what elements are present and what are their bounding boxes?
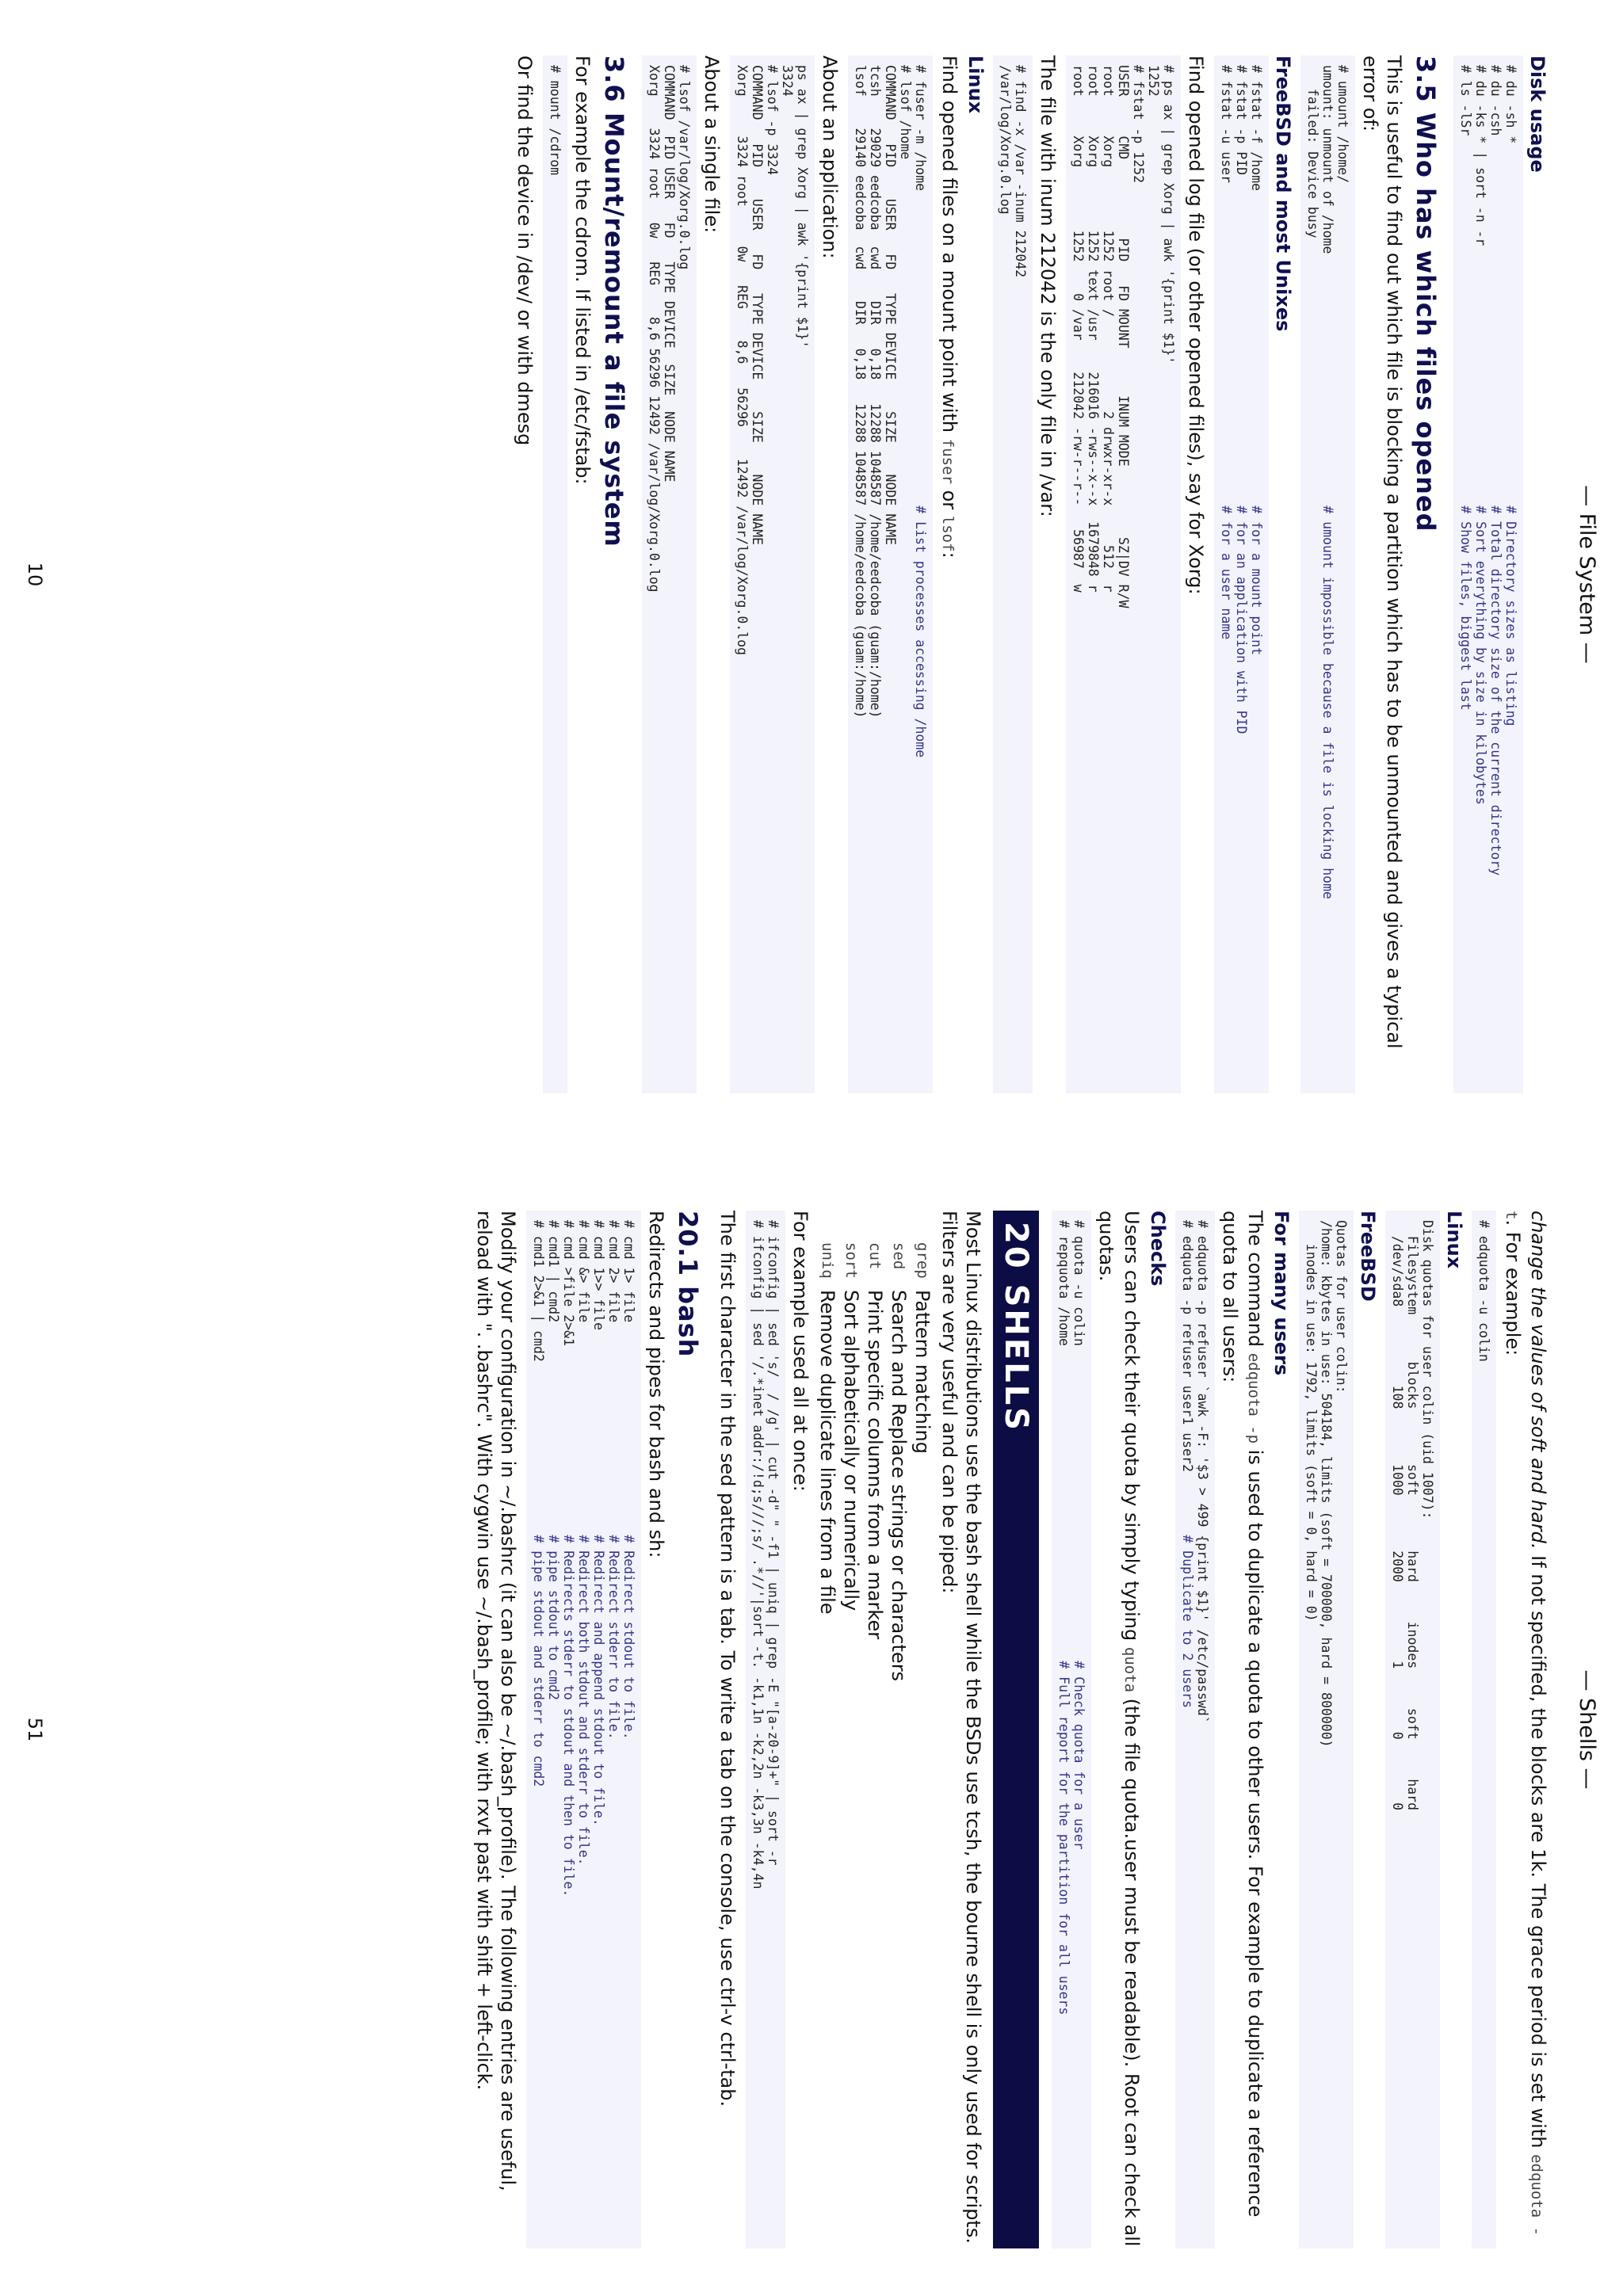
paragraph [1094,1211,1144,2248]
code-block [1175,1211,1215,2248]
filter-term: sed [890,1242,907,1270]
page-number: 10 [24,562,46,587]
code-comment: # Check quota for a user [1071,1661,1086,1850]
code-command: # quota -u colin [1071,1220,1086,1661]
code-comment: # Total directory size of the current directory [1488,505,1503,876]
code-command: COMMAND PID USER FD TYPE DEVICE SIZE NODE NAME [883,65,898,545]
code-line [561,1220,576,2239]
code-comment: # List processes accessing /home [913,505,928,758]
heading-bash: 20.1 bash [673,1211,703,1358]
heading-freebsd: FreeBSD [1357,1211,1379,1302]
filter-term: sort [842,1242,860,1279]
code-line: # find -x /var -inum 212042 [1013,65,1028,278]
filter-description: Print specific columns from a marker [864,1290,886,1640]
text-run: Find opened files on a mount point with [938,55,960,439]
text-run: (the file quota.user must be readable). Root can check all quotas. [1095,1211,1143,2247]
paragraph: For example the cdrom. If listed in /etc/fstab: [571,55,594,485]
code-comment: # Redirect stderr to file. [606,1535,621,1740]
code-comment: # for a mount point [1249,505,1264,656]
text-run: . For example: [1502,1219,1524,1356]
text-run: If not specified, the blocks are 1k. The grace period is set with [1527,1549,1549,2155]
code-line: # lsof /var/log/Xorg.0.log [677,65,692,270]
code-line [868,65,883,1084]
code-block [1472,1211,1496,2248]
code-line: USER CMD PID FD MOUNT INUM MODE SZ|DV R/W [1116,65,1131,608]
code-command: # cmd 1> file [621,1220,636,1535]
code-command: # du -sh * [1503,65,1518,506]
paragraph: Find opened log file (or other opened files), say for Xorg: [1185,55,1207,595]
code-line [1219,65,1234,1084]
code-line: # edquota -u colin [1476,1220,1491,1362]
code-block [1052,1211,1091,2248]
code-line: Filesystem blocks soft hard inodes soft hard [1405,1220,1420,1811]
filter-description: Pattern matching [911,1290,934,1454]
code-comment: # Sort everything by size in kilobytes [1473,505,1488,805]
heading-disk-usage: Disk usage [1526,55,1549,173]
code-line [1335,65,1350,1084]
code-command: # ls -lSr [1458,65,1473,506]
paragraph: Modify your configuration in ~/.bashrc (it can also be ~/.bash_profile). The following entries are useful, reload with ". .bashrc". With cygwin use ~/.bash_profile; with rxvt past with shift + left-click. [473,1211,519,2191]
text-run: : [938,551,960,559]
code-block [526,1211,641,2248]
text-run: or [938,483,960,516]
code-line [1503,65,1518,1084]
code-line: # ifconfig | sed 's/ / /g' | cut -d" " -f1 | uniq | grep -E "[a-z0-9]+" | sort -r [766,1220,781,1866]
paragraph: The file with inum 212042 is the only file in /var: [1037,55,1059,517]
code-line [1056,1220,1071,2239]
code-line: # lsof -p 3324 [765,65,780,176]
code-command: # du -csh [1488,65,1503,506]
code-line: Disk quotas for user colin (uid 1007): [1420,1220,1435,1520]
code-line [913,65,928,1084]
emphasis: change the values of soft and hard. [1527,1211,1549,1550]
code-block [1300,55,1355,1093]
code-line [883,65,898,1084]
code-block [993,55,1033,1093]
code-line: COMMAND PID USER FD TYPE DEVICE SIZE NODE NAME [662,65,677,482]
filter-item [887,1242,911,2248]
filter-term: grep [914,1242,931,1279]
code-line [1305,65,1320,1084]
code-line: root Xorg 1252 0 /var 212042 -rw-r--r-- 56987 w [1071,65,1086,593]
code-line [1180,1220,1195,2239]
code-line [853,65,868,1084]
code-command: # cmd1 2>&1 | cmd2 [531,1220,546,1535]
code-command: # cmd >file 2>&1 [561,1220,576,1535]
code-line: Xorg 3324 root 0w REG 8,6 56296 12492 /var/log/Xorg.0.log [735,65,750,656]
code-command: # fstat -u user [1219,65,1234,506]
paragraph: For example used all at once: [789,1211,812,1492]
right-page [0,1211,1623,2248]
code-line: # ifconfig | sed '/.*inet addr:/!d;s///;s/ .*//'|sort -t. -k1,1n -k2,2n -k3,3n -k4,4n [750,1220,766,1890]
code-comment: # pipe stdout to cmd2 [546,1535,561,1700]
paragraph [1218,1211,1267,2248]
heading-who-has-files: 3.5 Who has which files opened [1411,55,1441,532]
code-line: /var/log/Xorg.0.log [998,65,1013,215]
code-line: 3324 [780,65,795,97]
code-line: # mount /cdrom [548,65,563,176]
code-line [1249,65,1264,1084]
code-block [1214,55,1269,1093]
code-line [898,65,913,1084]
code-line: # ps ax | grep Xorg | awk '{print $1}' [1161,65,1176,364]
inline-code: fuser [939,438,957,484]
code-block [730,55,815,1093]
paragraph: Redirects and pipes for bash and sh: [645,1211,667,1558]
code-comment: # Redirects stderr to stdout and then to file. [561,1535,576,1897]
code-line [1234,65,1249,1084]
code-line [546,1220,561,2239]
paragraph: About a single file: [701,55,723,234]
inline-code: edquota -p [1245,1352,1262,1444]
code-line [1458,65,1473,1084]
code-line [1071,1220,1086,2239]
heading-linux: Linux [964,55,987,114]
code-comment: # Redirect both stdout and stderr to file. [576,1535,591,1866]
code-line: # fstat -p 1252 [1131,65,1146,184]
code-command: # cmd1 | cmd2 [546,1220,561,1535]
code-line [591,1220,606,2239]
heading-freebsd: FreeBSD and most Unixes [1272,55,1294,332]
code-line [621,1220,636,2239]
filter-description: Search and Replace strings or characters [888,1290,910,1682]
code-line [1320,65,1335,1084]
code-line: ps ax | grep Xorg | awk '{print $1}' [795,65,810,349]
code-line [1488,65,1503,1084]
code-block [1299,1211,1354,2248]
code-line [1473,65,1488,1084]
filter-item [839,1242,863,2248]
code-command: failed: Device busy [1305,65,1320,238]
paragraph: This is useful to find out which file is blocking a partition which has to be unmounted and gives a typical error of: [1359,55,1405,1049]
code-command: umount: unmount of /home [1320,65,1335,506]
text-run: The command [1244,1211,1266,1353]
text-run: Users can check their quota by simply typing [1121,1211,1143,1647]
code-comment: # pipe stdout and stderr to cmd2 [531,1535,546,1787]
code-block [1453,55,1523,1093]
code-command: # edquota -p refuser user1 user2 [1180,1220,1195,1535]
inline-code: edquota -t [1503,1211,1545,2237]
paragraph: About an application: [819,55,841,259]
heading-linux: Linux [1443,1211,1465,1269]
code-line [531,1220,546,2239]
code-line: root Xorg 1252 root / 2 drwxr-xr-x 512 r [1101,65,1116,593]
page-number: 51 [24,1717,46,1742]
code-comment: # umount impossible because a file is locking home [1320,505,1335,899]
code-comment: # Show files, biggest last [1458,505,1473,711]
code-line: /dev/sda8 108 1000 2000 1 0 0 [1390,1220,1405,1811]
paragraph: The first character in the sed pattern is a tab. To write a tab on the console, use ctrl-v ctrl-tab. [716,1211,739,2107]
code-comment: # Redirect stdout to file. [621,1535,636,1740]
paragraph [1499,1211,1550,2248]
code-line: Xorg 3324 root 0w REG 8,6 56296 12492 /var/log/Xorg.0.log [647,65,662,593]
code-block [543,55,567,1093]
code-command: # cmd 1>> file [591,1220,606,1535]
code-block [642,55,697,1093]
code-block [1066,55,1181,1093]
heading-checks: Checks [1147,1211,1169,1287]
filter-item [815,1242,839,2248]
code-command: # du -ks * | sort -n -r [1473,65,1488,506]
code-line: /home: kbytes in use: 504184, limits (soft = 700000, hard = 800000) [1319,1220,1334,1748]
code-comment: # Duplicate to 2 users [1180,1535,1195,1708]
filter-term: uniq [819,1242,836,1279]
code-command: # fuser -m /home [913,65,928,506]
inline-code: quota [1121,1646,1139,1693]
filter-term: cut [866,1242,884,1270]
paragraph [936,55,961,1093]
heading-many-users: For many users [1270,1211,1293,1376]
code-command: # fstat -p PID [1234,65,1249,506]
code-command: tcsh 29029 eedcoba cwd DIR 0,18 12288 1048587 /home/eedcoba (guam:/home) [868,65,883,719]
code-command: # cmd &> file [576,1220,591,1535]
code-line [606,1220,621,2239]
code-line: Quotas for user colin: [1334,1220,1349,1394]
code-line [576,1220,591,2239]
chapter-heading-shells: 20 SHELLS [993,1211,1039,2248]
code-command: # umount /home/ [1335,65,1350,184]
code-comment: # Redirect and append stdout to file. [591,1535,606,1826]
inline-code: lsof [939,515,957,552]
code-command: # repquota /home [1056,1220,1071,1661]
code-block [746,1211,785,2248]
code-command: # cmd 2> file [606,1220,621,1535]
filter-description: Remove duplicate lines from a file [816,1290,838,1615]
code-command: # fstat -f /home [1249,65,1264,506]
filter-description: Sort alphabetically or numerically [840,1290,862,1611]
code-comment: # Full report for the partition for all users [1056,1661,1071,2016]
paragraph: Most Linux distributions use the bash shell while the BSDs use tcsh, the bourne shell is only used for scripts. Filters are very useful and can be piped: [938,1211,984,2244]
filter-item [863,1242,887,2248]
code-block [848,55,933,1093]
page-header: — File System — [1575,485,1599,664]
code-line: 1252 [1146,65,1161,97]
left-page [0,55,1623,1093]
paragraph: Or find the device in /dev/ or with dmesg [514,55,536,446]
page-header: — Shells — [1575,1669,1599,1790]
code-comment: # for a user name [1219,505,1234,640]
code-command: lsof 29140 eedcoba cwd DIR 0,18 12288 1048587 /home/eedcoba (guam:/home) [853,65,868,719]
code-line [1195,1220,1210,2239]
code-line: inodes in use: 1792, limits (soft = 0, hard = 0) [1304,1220,1319,1622]
code-command: # edquota -p refuser `awk -F: '$3 > 499 {print $1}' /etc/passwd` [1195,1220,1210,1724]
code-block [1385,1211,1440,2248]
text-run: is used to duplicate a quota to other users. For example to duplicate a reference quota to all users: [1219,1211,1266,2218]
code-command: # lsof /home [898,65,913,160]
code-line: root Xorg 1252 text /usr 216016 -rws--x--x 1679848 r [1086,65,1101,593]
heading-mount: 3.6 Mount/remount a file system [599,55,629,547]
filter-item [911,1242,934,2248]
filter-list [815,1242,934,2248]
code-line: COMMAND PID USER FD TYPE DEVICE SIZE NODE NAME [750,65,765,545]
code-comment: # for an application with PID [1234,505,1249,734]
code-comment: # Directory sizes as listing [1503,505,1518,727]
